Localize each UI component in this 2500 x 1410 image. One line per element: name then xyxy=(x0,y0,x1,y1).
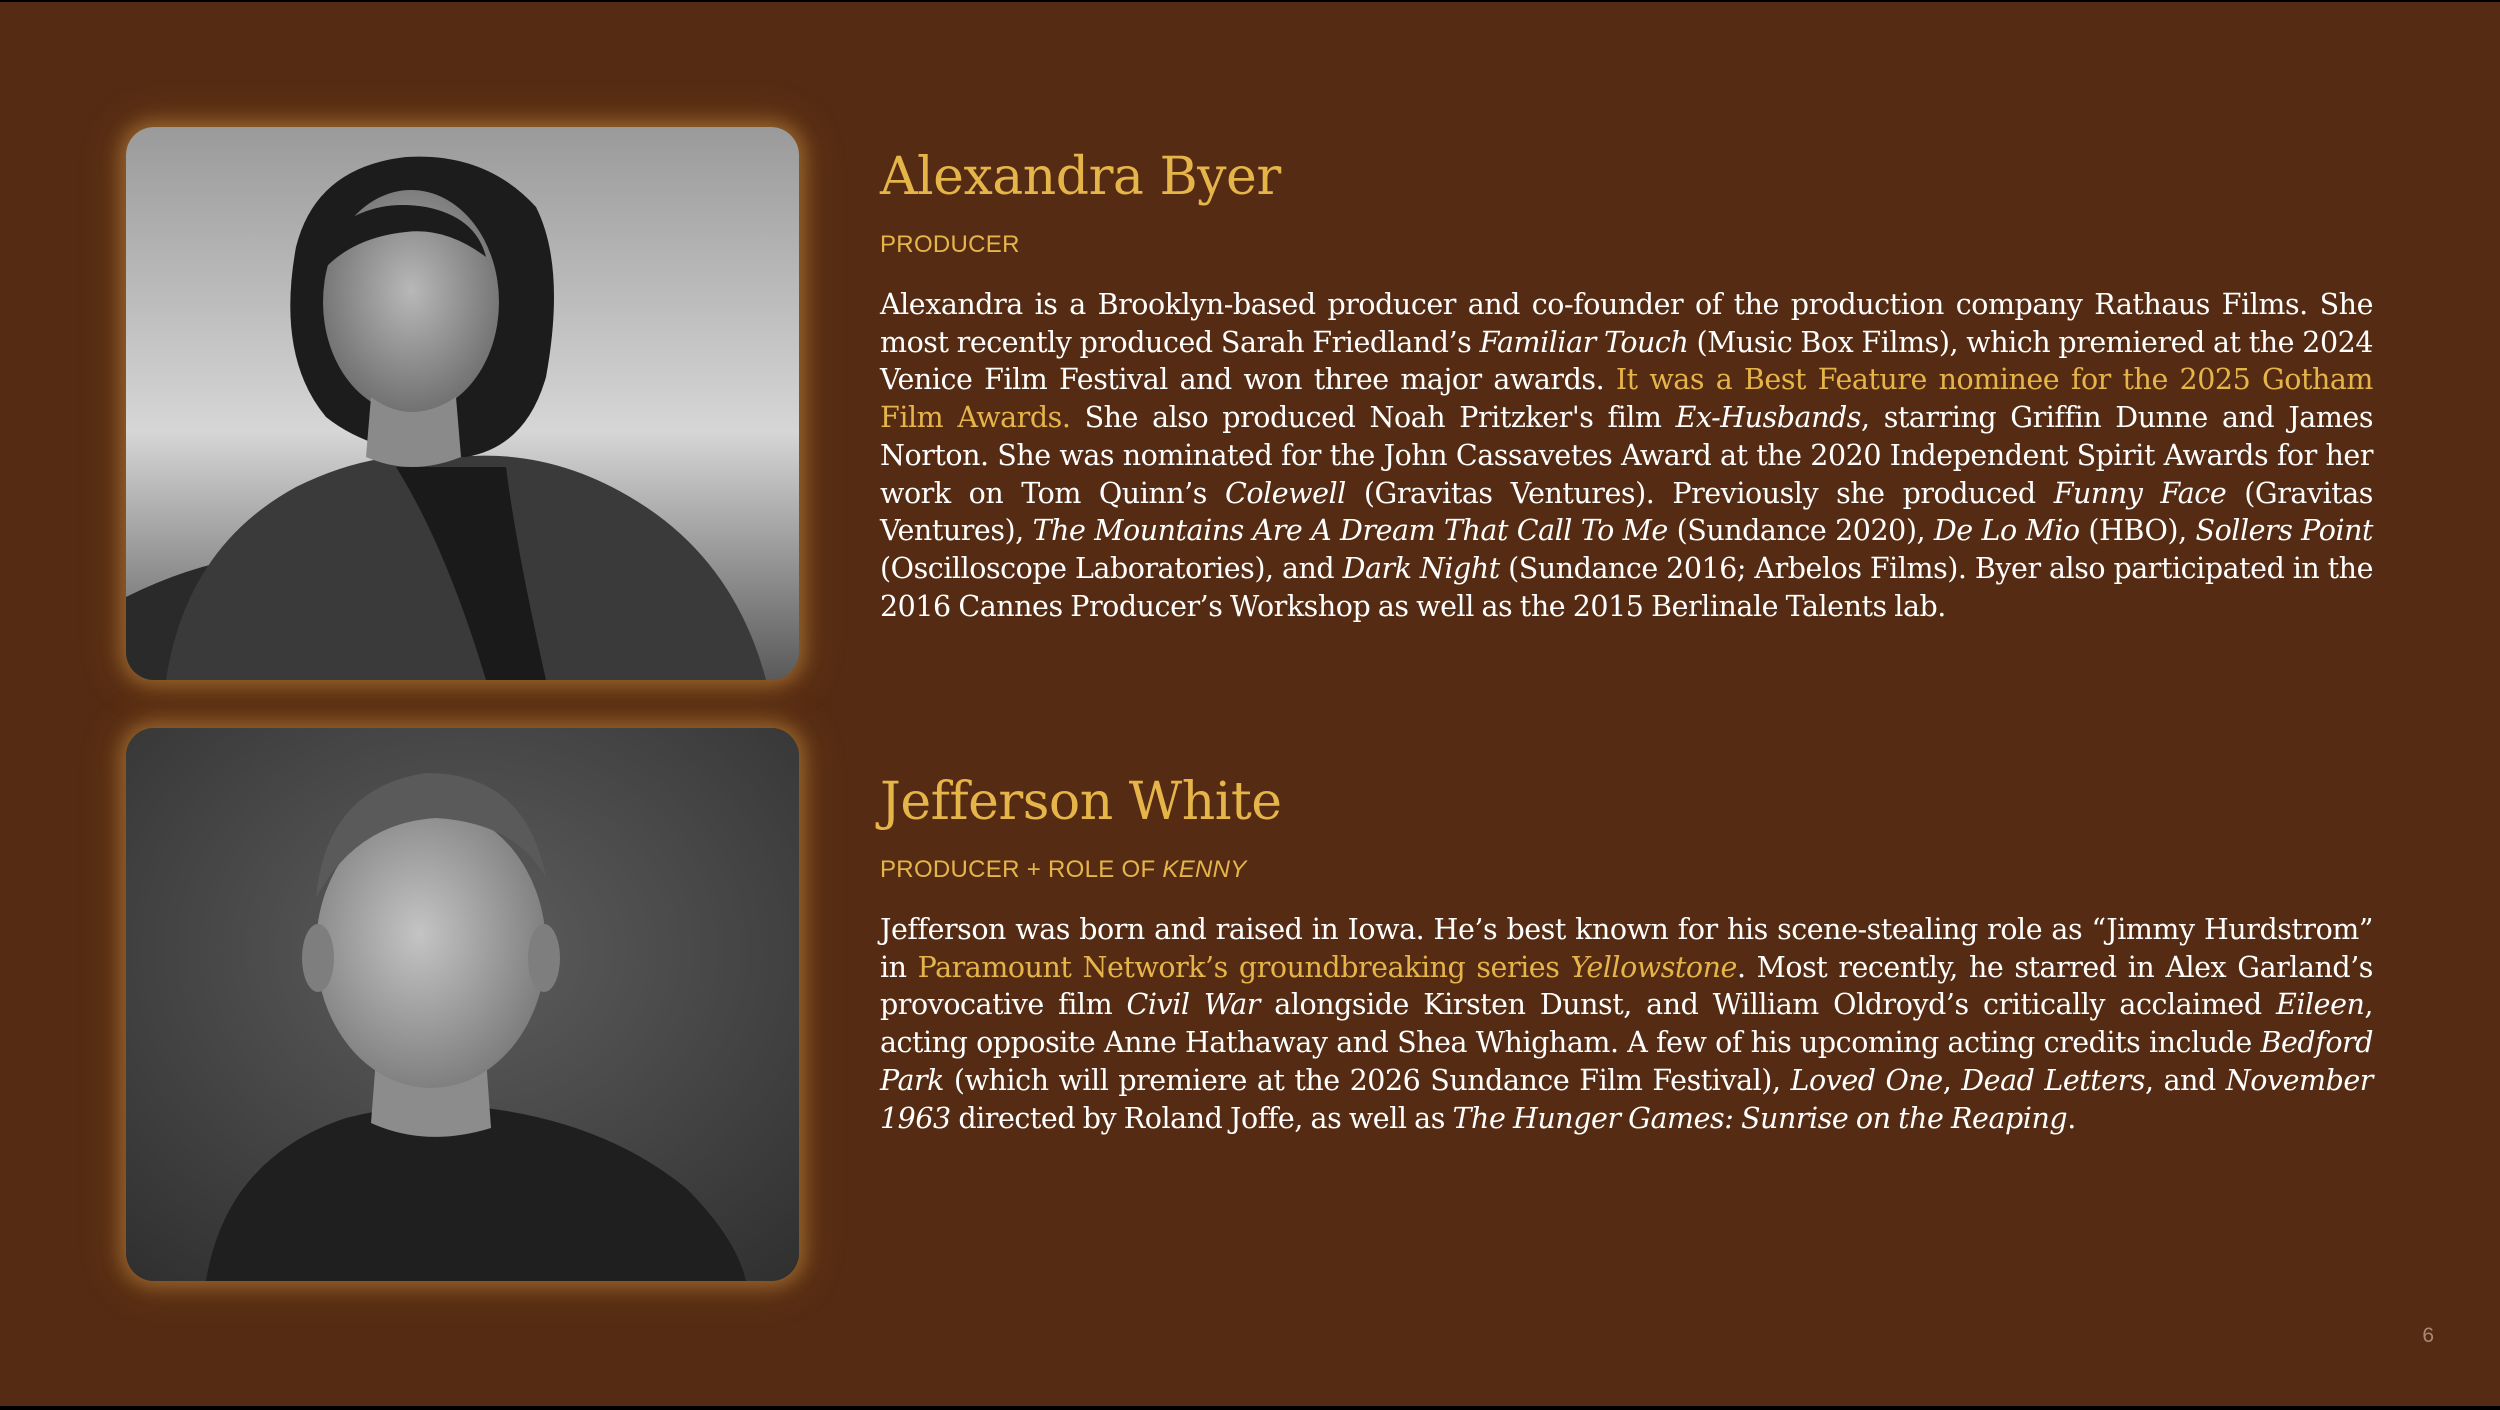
bio-title: Dead Letters xyxy=(1961,1063,2146,1097)
page-number: 6 xyxy=(2422,1324,2434,1347)
person-role xyxy=(880,855,2373,885)
bio-text: . Most recently, he starred in Alex Garland’s provocative film xyxy=(880,950,2373,1022)
bio-text: . xyxy=(2067,1101,2076,1135)
bio-text: , starring Griffin Dunne and James Norton. She was nominated for the John Cassavetes Award at the 2020 Independent Spirit Awards for her work on Tom Quinn’s xyxy=(880,401,2373,510)
bio-highlight: Yellowstone xyxy=(1570,950,1737,984)
bio-title: Dark Night xyxy=(1342,551,1500,585)
bio-text: (Sundance 2020), xyxy=(1667,514,1934,548)
bio-title: Funny Face xyxy=(2053,476,2227,510)
bio-text: alongside Kirsten Dunst, and William Oldroyd’s critically acclaimed xyxy=(1259,988,2276,1022)
role-text: PRODUCER + ROLE OF xyxy=(880,856,1163,883)
person-role: PRODUCER xyxy=(880,231,1020,258)
bio-title: Familiar Touch xyxy=(1479,325,1689,359)
bio-text: She also produced Noah Pritzker's film xyxy=(1070,401,1676,435)
bio-text: (HBO), xyxy=(2079,514,2196,548)
bio-text: , and xyxy=(2145,1063,2226,1097)
bio-text: (Sundance 2016; Arbelos Films). Byer also participated in the 2016 Cannes Producer’s Workshop as well as the 2015 Berlinale Talents lab. xyxy=(880,551,2373,623)
bio-text: (which will premiere at the 2026 Sundance Film Festival), xyxy=(943,1063,1791,1097)
bio-title: Colewell xyxy=(1224,476,1346,510)
bio-title: November 1963 xyxy=(880,1063,2373,1135)
bio-title: Sollers Point xyxy=(2195,514,2374,548)
role-text-italic: KENNY xyxy=(1162,856,1247,883)
bio-highlight: Paramount Network’s groundbreaking series xyxy=(917,950,1571,984)
bio-text: , xyxy=(1942,1063,1962,1097)
bio-title: The Hunger Games: Sunrise on the Reaping xyxy=(1452,1101,2068,1135)
bio-title: Eileen xyxy=(2275,988,2365,1022)
portrait-photo xyxy=(126,127,799,680)
bio-text: directed by Roland Joffe, as well as xyxy=(950,1101,1453,1135)
bio-text: Jefferson was born and raised in Iowa. He’s best known for his scene-stealing role as “Jimmy Hurdstrom” in xyxy=(880,913,2373,984)
bio-title: Ex-Husbands xyxy=(1675,401,1861,435)
bio-text: (Gravitas Ventures), xyxy=(880,476,2373,548)
bio-text: (Oscilloscope Laboratories), and xyxy=(880,551,1343,585)
bio-title: Loved One xyxy=(1790,1063,1943,1097)
bio-highlight: It was a Best Feature nominee for the 2025 Gotham Film Awards. xyxy=(880,363,2373,435)
bio-text: , acting opposite Anne Hathaway and Shea Whigham. A few of his upcoming acting credits include xyxy=(880,988,2374,1060)
bio-text: (Gravitas Ventures). Previously she produced xyxy=(1345,476,2054,510)
bio-text: Alexandra is a Brooklyn-based producer and co-founder of the production company Rathaus Films. She most recently produced Sarah Friedland’s xyxy=(880,288,2373,359)
bio-text: (Music Box Films), which premiered at the 2024 Venice Film Festival and won three major awards. xyxy=(880,325,2373,397)
bio-title: Bedford Park xyxy=(880,1026,2373,1097)
person-bio xyxy=(880,286,2373,625)
bio-jefferson-white xyxy=(880,767,2373,1137)
bio-alexandra-byer xyxy=(880,142,2373,625)
person-name: Jefferson White xyxy=(880,772,1282,832)
bio-title: De Lo Mio xyxy=(1933,514,2080,548)
slide xyxy=(0,2,2500,1406)
person-name: Alexandra Byer xyxy=(880,147,1281,207)
bio-title: Civil War xyxy=(1126,988,1260,1022)
person-bio xyxy=(880,911,2373,1137)
portrait-photo xyxy=(126,728,799,1281)
bio-title: The Mountains Are A Dream That Call To Me xyxy=(1032,514,1668,548)
